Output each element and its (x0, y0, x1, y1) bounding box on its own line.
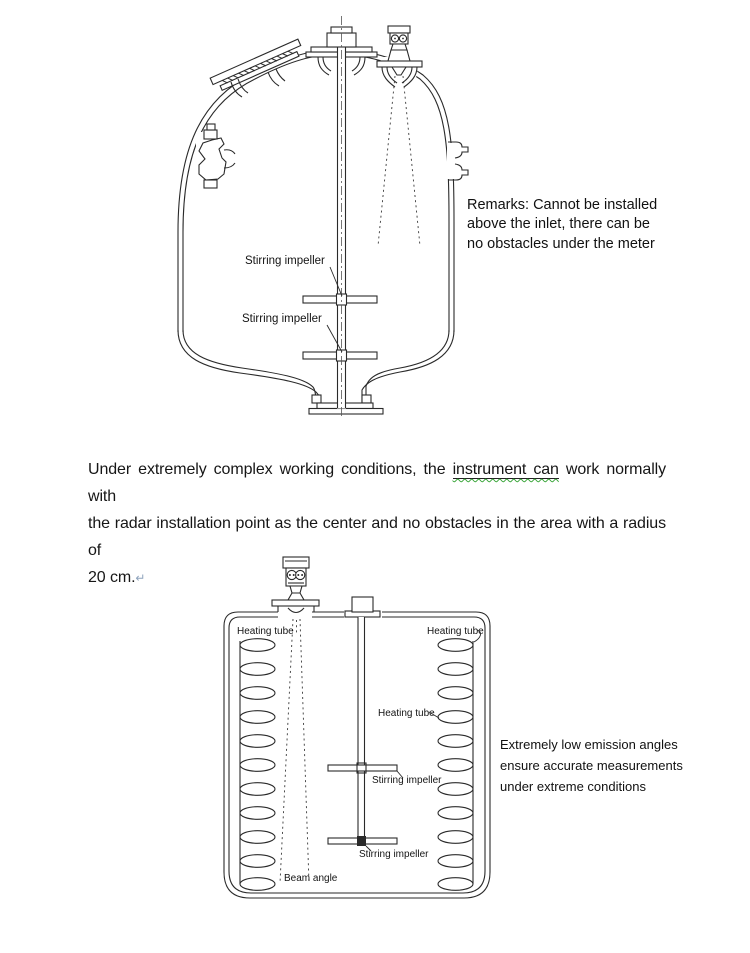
radar-flange (377, 61, 422, 67)
label-heating-tube-mid: Heating tube (378, 708, 435, 719)
paragraph-line: 20 cm.↵ (88, 569, 146, 586)
top-tank-diagram (160, 5, 480, 425)
label-stirring-impeller-1: Stirring impeller (245, 255, 325, 267)
paragraph-line: Under extremely complex working conditions, the instrument can work normally with (88, 461, 666, 505)
beam-cone (280, 619, 309, 883)
paragraph-return-mark: ↵ (135, 571, 146, 585)
paragraph-line: the radar installation point as the center and no obstacles in the area with a radius of (88, 515, 666, 559)
label-stirring-impeller-2: Stirring impeller (242, 313, 322, 325)
wall-nozzle-stub (447, 142, 469, 180)
heating-tubes-left (240, 639, 275, 891)
caption-line: ensure accurate measurements (500, 758, 683, 773)
radar-antenna (288, 608, 304, 613)
label-stirring-impeller-lower: Stirring impeller (359, 849, 429, 860)
tank-inner-wall (229, 617, 485, 893)
label-beam-angle: Beam angle (284, 873, 338, 884)
bottom-tank-diagram (210, 550, 510, 920)
inlet-nozzle (210, 39, 304, 97)
side-valve (196, 124, 235, 188)
remarks-line: above the inlet, there can be (467, 216, 650, 233)
caption-text (500, 734, 720, 797)
vessel-outer-wall (178, 50, 454, 332)
impeller-blade-upper (328, 765, 397, 771)
radar-flange (272, 600, 319, 606)
remarks-line: Remarks: Cannot be installed (467, 197, 658, 213)
remarks-line: no obstacles under the meter (467, 235, 655, 252)
beam-cone (378, 76, 420, 246)
remarks-text (467, 196, 697, 254)
heating-tubes-right (438, 639, 473, 891)
motor-block (352, 597, 373, 612)
label-stirring-impeller-upper: Stirring impeller (372, 775, 442, 786)
radar-meter (377, 26, 422, 88)
radar-meter (272, 557, 319, 613)
caption-line: under extreme conditions (500, 779, 646, 794)
agitator-shaft (358, 617, 365, 844)
grammar-flagged-text: instrument can (452, 461, 559, 478)
label-heating-tube-top-left: Heating tube (237, 626, 294, 637)
label-heating-tube-top-right: Heating tube (427, 626, 484, 637)
caption-line: Extremely low emission angles (500, 737, 678, 752)
vessel-inner-wall (183, 55, 449, 332)
